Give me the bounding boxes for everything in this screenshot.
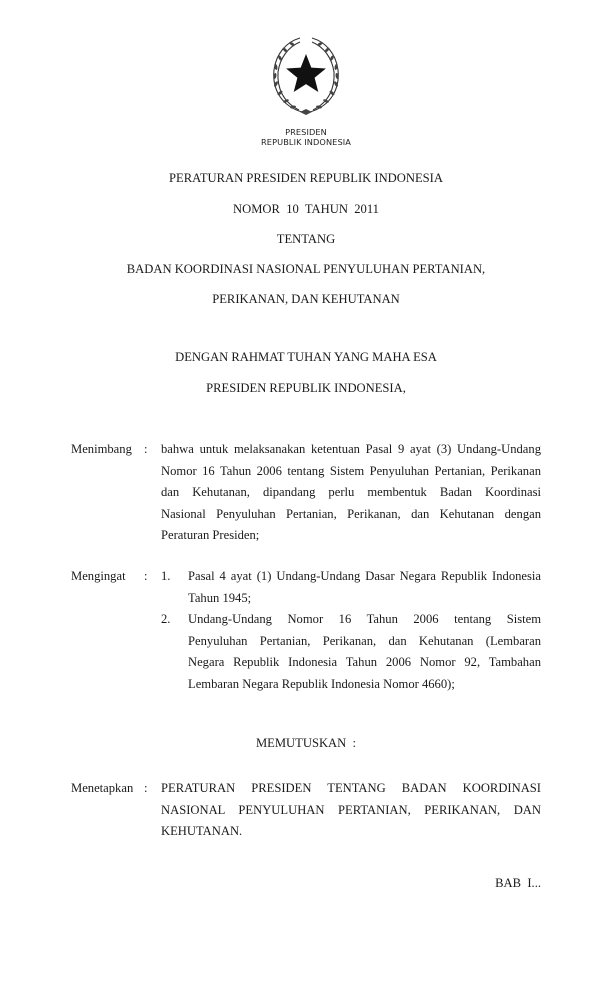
text-line: Tahun 1945;	[188, 590, 252, 605]
garuda-star-emblem-icon	[268, 32, 344, 118]
text-line: Peraturan Presiden;	[161, 528, 260, 542]
text-line: KEHUTANAN.	[161, 824, 243, 838]
mengingat-item-number: 2.	[161, 612, 171, 626]
text-line: Penyuluhan Pertanian, Perikanan, dan Kehutanan (Lembaran	[188, 633, 541, 648]
text-line: Undang-Undang Nomor 16 Tahun 2006 tentang Sistem	[188, 612, 541, 626]
menimbang-text	[161, 439, 541, 547]
text-line: Negara Republik Indonesia Tahun 2006 Nomor 92, Tambahan	[188, 655, 541, 669]
menimbang-label: Menimbang	[71, 442, 132, 456]
text-line: Nomor 16 Tahun 2006 tentang Sistem Penyuluhan Pertanian, Perikanan	[161, 463, 541, 478]
regulation-subject-line2: PERIKANAN, DAN KEHUTANAN	[212, 292, 400, 306]
mengingat-item-number: 1.	[161, 569, 171, 583]
menimbang-colon: :	[144, 442, 148, 456]
mengingat-item-text	[188, 609, 541, 695]
page-continuation-marker: BAB I...	[495, 876, 541, 890]
menetapkan-colon: :	[144, 781, 148, 795]
text-line: dan Kehutanan, dipandang perlu membentuk Badan Koordinasi	[161, 485, 541, 499]
regulation-about: TENTANG	[276, 232, 336, 246]
menetapkan-label: Menetapkan	[71, 781, 134, 795]
text-line: Pasal 4 ayat (1) Undang-Undang Dasar Negara Republik Indonesia	[188, 569, 541, 583]
mengingat-label: Mengingat	[71, 569, 126, 583]
preamble-invocation: DENGAN RAHMAT TUHAN YANG MAHA ESA	[175, 350, 437, 364]
regulation-title: PERATURAN PRESIDEN REPUBLIK INDONESIA	[169, 171, 443, 185]
mengingat-colon: :	[144, 569, 148, 583]
menetapkan-text	[161, 778, 541, 843]
text-line: bahwa untuk melaksanakan ketentuan Pasal 9 ayat (3) Undang-Undang	[161, 442, 541, 456]
text-line: PERATURAN PRESIDEN TENTANG BADAN KOORDINASI	[161, 781, 541, 795]
text-line: NASIONAL PENYULUHAN PERTANIAN, PERIKANAN, DAN	[161, 802, 541, 817]
text-line: Lembaran Negara Republik Indonesia Nomor 4660);	[188, 676, 455, 691]
mengingat-item-text	[188, 566, 541, 609]
regulation-number: NOMOR 10 TAHUN 2011	[233, 202, 379, 216]
emblem-caption-president: PRESIDEN	[285, 127, 327, 137]
emblem-caption-republic: REPUBLIK INDONESIA	[261, 137, 351, 147]
text-line: Nasional Penyuluhan Pertanian, Perikanan, dan Kehutanan dengan	[161, 506, 541, 521]
memutuskan-heading: MEMUTUSKAN :	[255, 736, 357, 750]
regulation-subject-line1: BADAN KOORDINASI NASIONAL PENYULUHAN PERTANIAN,	[126, 262, 486, 276]
preamble-president: PRESIDEN REPUBLIK INDONESIA,	[206, 381, 406, 395]
